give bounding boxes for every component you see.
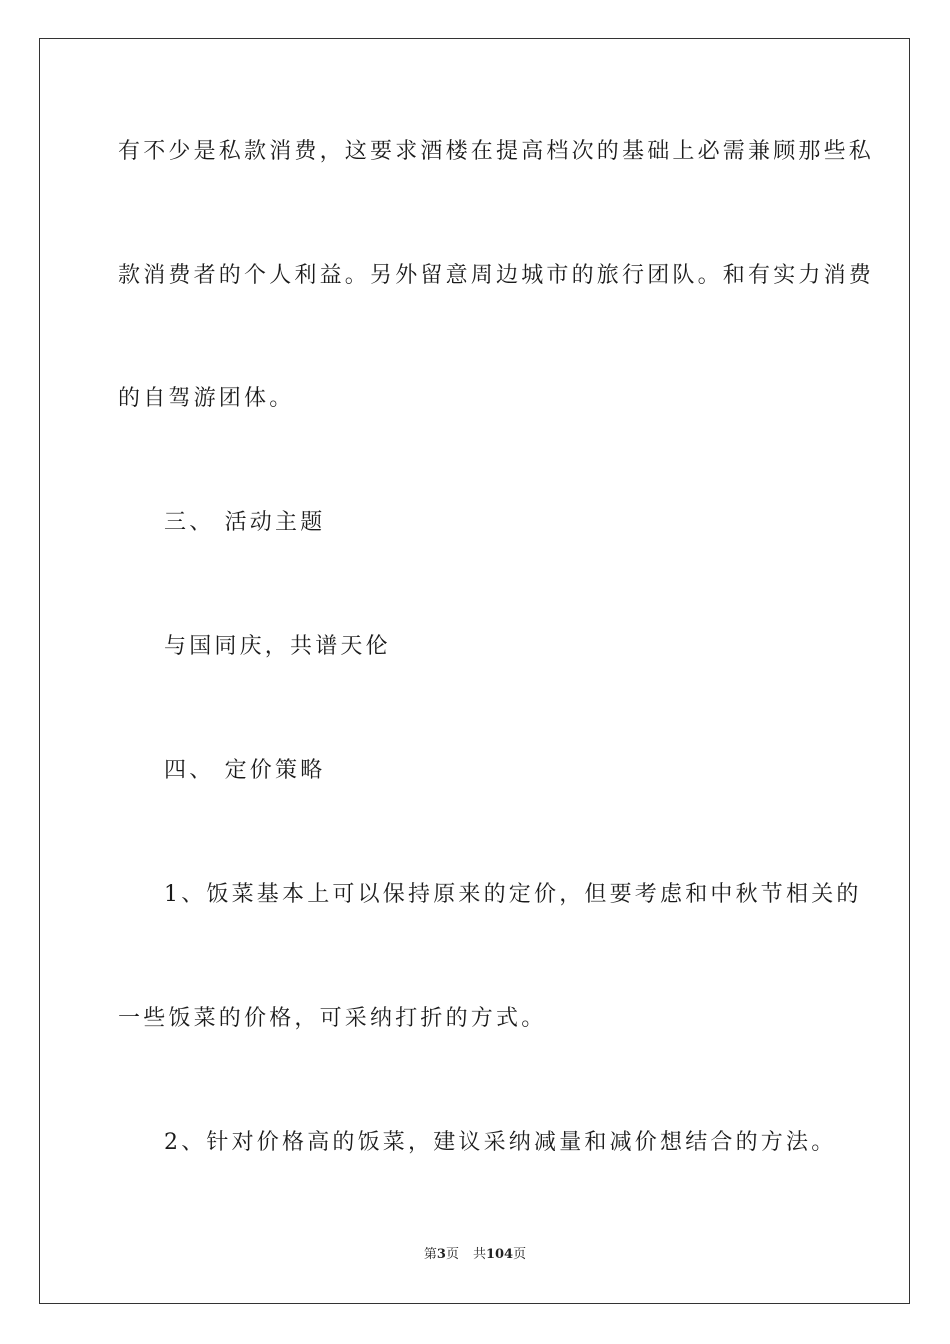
pricing-item-2: 2、针对价格高的饭菜，建议采纳减量和减价想结合的方法。 <box>164 1130 837 1155</box>
total-pages: 104 <box>485 1247 514 1262</box>
page-prefix: 第 <box>423 1247 437 1262</box>
paragraph-line-2: 款消费者的个人利益。另外留意周边城市的旅行团队。和有实力消费 <box>118 263 875 288</box>
section-heading-pricing-strategy: 四、 定价策略 <box>164 758 326 783</box>
paragraph-line-3: 的自驾游团体。 <box>118 386 295 411</box>
page-footer <box>0 1246 950 1264</box>
activity-theme-text: 与国同庆，共谱天伦 <box>164 634 391 659</box>
page-border <box>39 38 910 1304</box>
page-suffix: 页 <box>445 1247 459 1262</box>
pricing-item-1-line-1: 1、饭菜基本上可以保持原来的定价，但要考虑和中秋节相关的 <box>164 882 862 907</box>
section-heading-activity-theme: 三、 活动主题 <box>164 510 326 535</box>
page-number: 3 <box>436 1247 446 1262</box>
paragraph-line-1: 有不少是私款消费，这要求酒楼在提高档次的基础上必需兼顾那些私 <box>118 139 875 164</box>
pricing-item-1-line-2: 一些饭菜的价格，可采纳打折的方式。 <box>118 1006 547 1031</box>
total-prefix: 共 <box>472 1247 486 1262</box>
total-suffix: 页 <box>513 1247 527 1262</box>
